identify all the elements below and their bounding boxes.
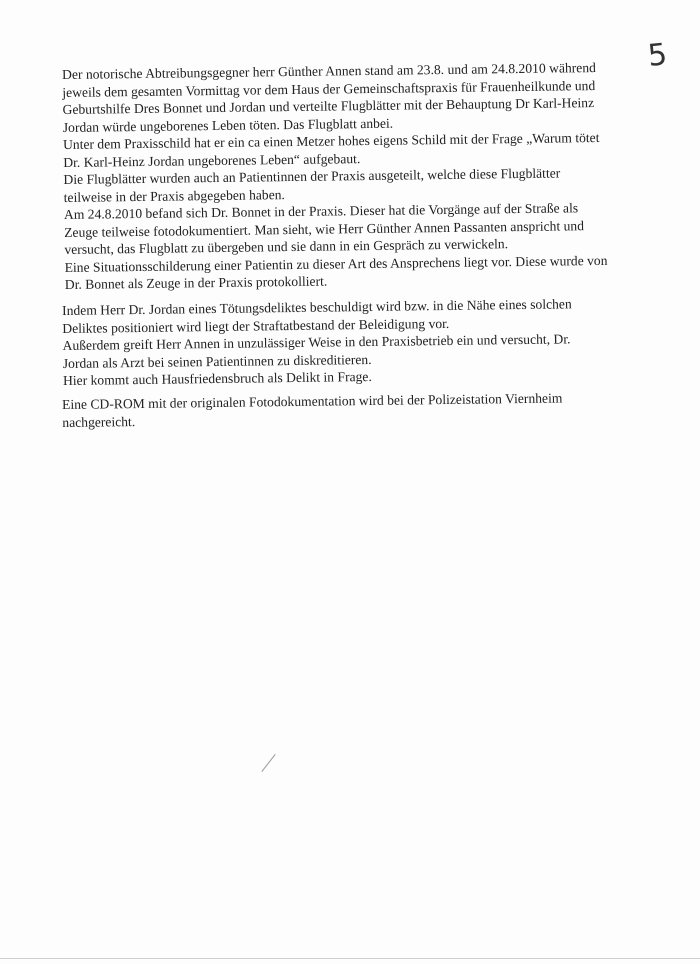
text-line: Deliktes positioniert wird liegt der Straftatbestand der Beleidigung vor. [62,315,450,336]
scan-edge-line [0,958,700,959]
text-line: Eine CD-ROM mit der originalen Fotodokumentation wird bei der Polizeistation Viernheim [62,390,563,412]
text-line: Dr. Bonnet als Zeuge in der Praxis protokolliert. [64,273,328,292]
text-line: Jordan würde ungeborenes Leben töten. Das Flugblatt anbei. [62,115,394,135]
stray-pen-mark [261,754,275,772]
text-line: nachgereicht. [62,413,136,430]
text-line: Zeuge teilweise fotodokumentiert. Man sieht, wie Herr Günther Annen Passanten anspricht und [64,217,585,240]
text-line: Eine Situationsschilderung einer Patientin zu dieser Art des Ansprechens liegt vor. Diese wurde von [64,252,608,275]
text-line: Die Flugblätter wurden auch an Patientinnen der Praxis ausgeteilt, welche diese Flugblätter [63,165,561,187]
page-number: 5 [646,37,669,74]
text-line: Dr. Karl-Heinz Jordan ungeborenes Leben“ aufgebaut. [63,150,361,170]
text-line: teilweise in der Praxis abgegeben haben. [63,186,285,205]
paragraph-cd-rom-note [62,389,622,431]
text-line: Am 24.8.2010 befand sich Dr. Bonnet in der Praxis. Dieser hat die Vorgänge auf der Straße als [63,200,579,222]
text-line: Indem Herr Dr. Jordan eines Tötungsdeliktes beschuldigt wird bzw. in die Nähe eines solchen [62,296,572,318]
text-line: Unter dem Praxisschild hat er ein ca einen Metzer hohes eigens Schild mit der Frage „Warum tötet [62,129,600,152]
text-line: Jordan als Arzt bei seinen Patientinnen zu diskreditieren. [62,351,372,371]
text-line: versucht, das Flugblatt zu übergeben und sie dann in ein Gespräch zu verwickeln. [64,236,509,257]
paragraph-incident-description [62,59,625,294]
text-line: jeweils dem gesamten Vormittag vor dem Haus der Gemeinschaftspraxis für Frauenheilkunde und [62,77,596,100]
text-line: Hier kommt auch Hausfriedensbruch als Delikt in Frage. [62,368,372,388]
paragraph-legal-assessment [62,295,623,390]
text-line: Geburtshilfe Dres Bonnet und Jordan und verteilte Flugblätter mit der Behauptung Dr Karl-Heinz [62,95,595,117]
text-line: Außerdem greift Herr Annen in unzulässiger Weise in den Praxisbetrieb ein und versucht, Dr. [62,331,571,353]
text-line: Der notorische Abtreibungsgegner herr Günther Annen stand am 23.8. und am 24.8.2010 während [62,60,596,82]
